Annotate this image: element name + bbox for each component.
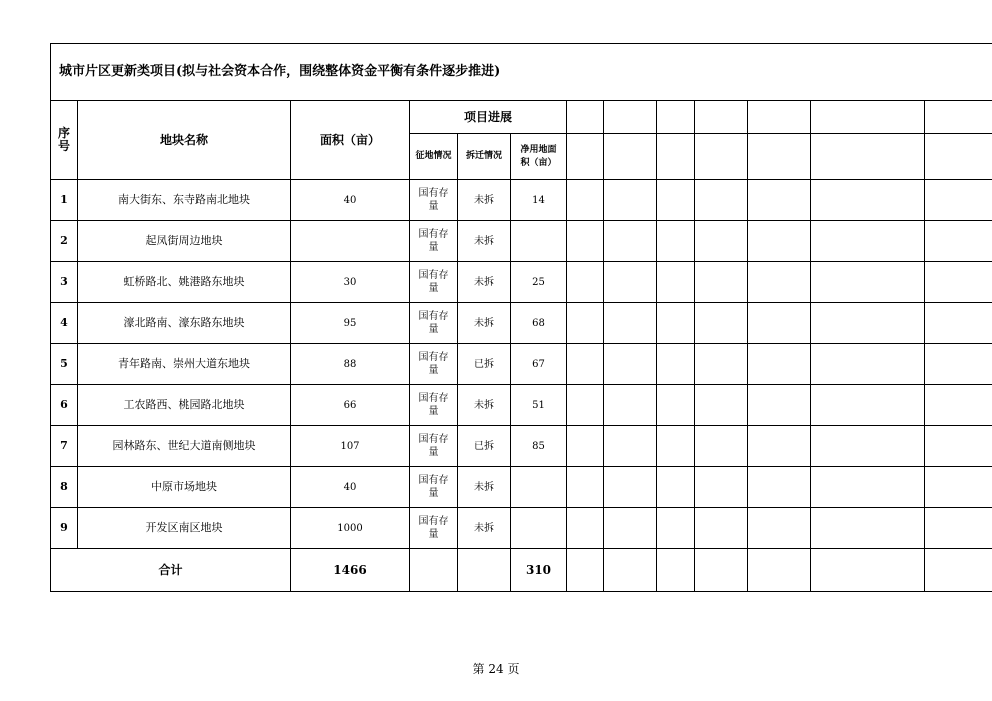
row-seq: 3 bbox=[51, 262, 78, 303]
blank-cell bbox=[748, 221, 811, 262]
blank-cell bbox=[925, 180, 992, 221]
row-name: 南大街东、东寺路南北地块 bbox=[78, 180, 291, 221]
name-header: 地块名称 bbox=[78, 101, 291, 180]
blank-cell bbox=[748, 262, 811, 303]
row-land bbox=[410, 385, 458, 426]
row-area bbox=[291, 221, 410, 262]
row-seq: 2 bbox=[51, 221, 78, 262]
row-demolition: 未拆 bbox=[458, 221, 511, 262]
blank-cell bbox=[657, 221, 695, 262]
blank-cell bbox=[925, 549, 992, 592]
row-land-line1: 国有存 bbox=[418, 475, 449, 486]
blank-cell bbox=[604, 549, 657, 592]
blank-cell bbox=[657, 101, 695, 134]
blank-cell bbox=[925, 467, 992, 508]
row-area: 107 bbox=[291, 426, 410, 467]
row-land bbox=[410, 221, 458, 262]
row-demolition: 未拆 bbox=[458, 303, 511, 344]
blank-cell bbox=[604, 221, 657, 262]
table-row bbox=[51, 303, 992, 344]
row-area: 88 bbox=[291, 344, 410, 385]
blank-cell bbox=[695, 262, 748, 303]
blank-cell bbox=[567, 508, 604, 549]
table-row bbox=[51, 344, 992, 385]
page-footer: 第 24 页 bbox=[472, 662, 520, 676]
blank-cell bbox=[695, 508, 748, 549]
blank-cell bbox=[811, 101, 925, 134]
row-net-area: 14 bbox=[511, 180, 567, 221]
row-net-area: 67 bbox=[511, 344, 567, 385]
blank-cell bbox=[567, 221, 604, 262]
row-demolition: 已拆 bbox=[458, 344, 511, 385]
blank-cell bbox=[567, 262, 604, 303]
row-land bbox=[410, 344, 458, 385]
row-land-line1: 国有存 bbox=[418, 434, 449, 445]
row-area: 30 bbox=[291, 262, 410, 303]
row-seq: 1 bbox=[51, 180, 78, 221]
row-land-line2: 量 bbox=[428, 447, 439, 458]
row-land-line2: 量 bbox=[428, 488, 439, 499]
demolition-header: 拆迁情况 bbox=[458, 134, 511, 180]
total-label: 合计 bbox=[51, 549, 291, 592]
row-net-area: 85 bbox=[511, 426, 567, 467]
seq-header-line2: 号 bbox=[57, 139, 70, 153]
row-name: 起凤街周边地块 bbox=[78, 221, 291, 262]
blank-cell bbox=[657, 549, 695, 592]
blank-cell bbox=[458, 549, 511, 592]
table-row bbox=[51, 426, 992, 467]
row-net-area bbox=[511, 508, 567, 549]
blank-cell bbox=[695, 426, 748, 467]
blank-cell bbox=[925, 303, 992, 344]
row-seq: 6 bbox=[51, 385, 78, 426]
blank-cell bbox=[748, 385, 811, 426]
seq-header bbox=[51, 101, 78, 180]
blank-cell bbox=[748, 467, 811, 508]
blank-cell bbox=[604, 180, 657, 221]
row-seq: 8 bbox=[51, 467, 78, 508]
blank-cell bbox=[657, 180, 695, 221]
total-net-area: 310 bbox=[511, 549, 567, 592]
row-land bbox=[410, 303, 458, 344]
blank-cell bbox=[695, 221, 748, 262]
blank-cell bbox=[748, 134, 811, 180]
row-land-line2: 量 bbox=[428, 365, 439, 376]
row-demolition: 未拆 bbox=[458, 262, 511, 303]
table-title: 城市片区更新类项目(拟与社会资本合作，围绕整体资金平衡有条件逐步推进) bbox=[51, 44, 992, 101]
blank-cell bbox=[748, 180, 811, 221]
blank-cell bbox=[567, 549, 604, 592]
blank-cell bbox=[748, 303, 811, 344]
blank-cell bbox=[604, 385, 657, 426]
blank-cell bbox=[657, 344, 695, 385]
blank-cell bbox=[811, 385, 925, 426]
progress-header: 项目进展 bbox=[410, 101, 567, 134]
row-demolition: 未拆 bbox=[458, 508, 511, 549]
row-land-line1: 国有存 bbox=[418, 352, 449, 363]
blank-cell bbox=[604, 262, 657, 303]
row-area: 40 bbox=[291, 467, 410, 508]
row-area: 66 bbox=[291, 385, 410, 426]
blank-cell bbox=[567, 101, 604, 134]
row-land bbox=[410, 262, 458, 303]
blank-cell bbox=[925, 385, 992, 426]
table-row bbox=[51, 180, 992, 221]
blank-cell bbox=[925, 262, 992, 303]
row-name: 中原市场地块 bbox=[78, 467, 291, 508]
blank-cell bbox=[567, 467, 604, 508]
row-name: 工农路西、桃园路北地块 bbox=[78, 385, 291, 426]
blank-cell bbox=[657, 426, 695, 467]
total-area: 1466 bbox=[291, 549, 410, 592]
blank-cell bbox=[567, 303, 604, 344]
area-header: 面积（亩） bbox=[291, 101, 410, 180]
row-land bbox=[410, 467, 458, 508]
row-land-line2: 量 bbox=[428, 529, 439, 540]
row-land-line2: 量 bbox=[428, 201, 439, 212]
row-land-line1: 国有存 bbox=[418, 229, 449, 240]
land-header: 征地情况 bbox=[410, 134, 458, 180]
row-seq: 5 bbox=[51, 344, 78, 385]
blank-cell bbox=[748, 101, 811, 134]
blank-cell bbox=[811, 549, 925, 592]
row-net-area: 68 bbox=[511, 303, 567, 344]
blank-cell bbox=[604, 344, 657, 385]
row-land-line2: 量 bbox=[428, 283, 439, 294]
total-row bbox=[51, 549, 992, 592]
row-area: 40 bbox=[291, 180, 410, 221]
net-area-header bbox=[511, 134, 567, 180]
row-land-line1: 国有存 bbox=[418, 311, 449, 322]
row-land-line1: 国有存 bbox=[418, 270, 449, 281]
blank-cell bbox=[567, 344, 604, 385]
row-area: 95 bbox=[291, 303, 410, 344]
row-land-line1: 国有存 bbox=[418, 516, 449, 527]
blank-cell bbox=[657, 467, 695, 508]
row-net-area bbox=[511, 467, 567, 508]
row-net-area bbox=[511, 221, 567, 262]
blank-cell bbox=[695, 467, 748, 508]
blank-cell bbox=[811, 134, 925, 180]
row-land bbox=[410, 426, 458, 467]
row-net-area: 25 bbox=[511, 262, 567, 303]
row-land bbox=[410, 508, 458, 549]
table-row bbox=[51, 467, 992, 508]
net-header-line2: 积（亩） bbox=[520, 157, 557, 168]
row-net-area: 51 bbox=[511, 385, 567, 426]
blank-cell bbox=[925, 101, 992, 134]
row-name: 开发区南区地块 bbox=[78, 508, 291, 549]
blank-cell bbox=[567, 180, 604, 221]
net-header-line1: 净用地面 bbox=[520, 144, 557, 155]
table-row bbox=[51, 221, 992, 262]
blank-cell bbox=[748, 508, 811, 549]
blank-cell bbox=[657, 134, 695, 180]
blank-cell bbox=[811, 426, 925, 467]
blank-cell bbox=[657, 303, 695, 344]
row-land bbox=[410, 180, 458, 221]
blank-cell bbox=[811, 467, 925, 508]
blank-cell bbox=[925, 221, 992, 262]
blank-cell bbox=[695, 180, 748, 221]
blank-cell bbox=[925, 134, 992, 180]
row-land-line1: 国有存 bbox=[418, 188, 449, 199]
row-seq: 9 bbox=[51, 508, 78, 549]
blank-cell bbox=[925, 344, 992, 385]
blank-cell bbox=[925, 426, 992, 467]
project-table bbox=[50, 43, 992, 592]
blank-cell bbox=[811, 344, 925, 385]
blank-cell bbox=[567, 426, 604, 467]
blank-cell bbox=[748, 549, 811, 592]
row-land-line2: 量 bbox=[428, 406, 439, 417]
blank-cell bbox=[695, 101, 748, 134]
blank-cell bbox=[748, 344, 811, 385]
table-row bbox=[51, 262, 992, 303]
blank-cell bbox=[811, 221, 925, 262]
blank-cell bbox=[567, 134, 604, 180]
blank-cell bbox=[811, 303, 925, 344]
blank-cell bbox=[695, 344, 748, 385]
row-land-line1: 国有存 bbox=[418, 393, 449, 404]
blank-cell bbox=[657, 262, 695, 303]
table-row bbox=[51, 385, 992, 426]
row-name: 濠北路南、濠东路东地块 bbox=[78, 303, 291, 344]
row-demolition: 已拆 bbox=[458, 426, 511, 467]
blank-cell bbox=[811, 508, 925, 549]
blank-cell bbox=[604, 467, 657, 508]
blank-cell bbox=[604, 134, 657, 180]
row-name: 园林路东、世纪大道南侧地块 bbox=[78, 426, 291, 467]
blank-cell bbox=[410, 549, 458, 592]
blank-cell bbox=[604, 508, 657, 549]
blank-cell bbox=[695, 303, 748, 344]
row-land-line2: 量 bbox=[428, 242, 439, 253]
row-land-line2: 量 bbox=[428, 324, 439, 335]
blank-cell bbox=[925, 508, 992, 549]
blank-cell bbox=[657, 385, 695, 426]
row-demolition: 未拆 bbox=[458, 385, 511, 426]
blank-cell bbox=[604, 303, 657, 344]
row-name: 青年路南、崇州大道东地块 bbox=[78, 344, 291, 385]
row-area: 1000 bbox=[291, 508, 410, 549]
blank-cell bbox=[657, 508, 695, 549]
blank-cell bbox=[567, 385, 604, 426]
blank-cell bbox=[811, 262, 925, 303]
table-row bbox=[51, 508, 992, 549]
seq-header-line1: 序 bbox=[57, 126, 70, 140]
blank-cell bbox=[811, 180, 925, 221]
blank-cell bbox=[695, 385, 748, 426]
blank-cell bbox=[604, 101, 657, 134]
blank-cell bbox=[604, 426, 657, 467]
row-demolition: 未拆 bbox=[458, 180, 511, 221]
row-seq: 7 bbox=[51, 426, 78, 467]
row-name: 虹桥路北、姚港路东地块 bbox=[78, 262, 291, 303]
row-seq: 4 bbox=[51, 303, 78, 344]
row-demolition: 未拆 bbox=[458, 467, 511, 508]
blank-cell bbox=[695, 134, 748, 180]
blank-cell bbox=[695, 549, 748, 592]
blank-cell bbox=[748, 426, 811, 467]
